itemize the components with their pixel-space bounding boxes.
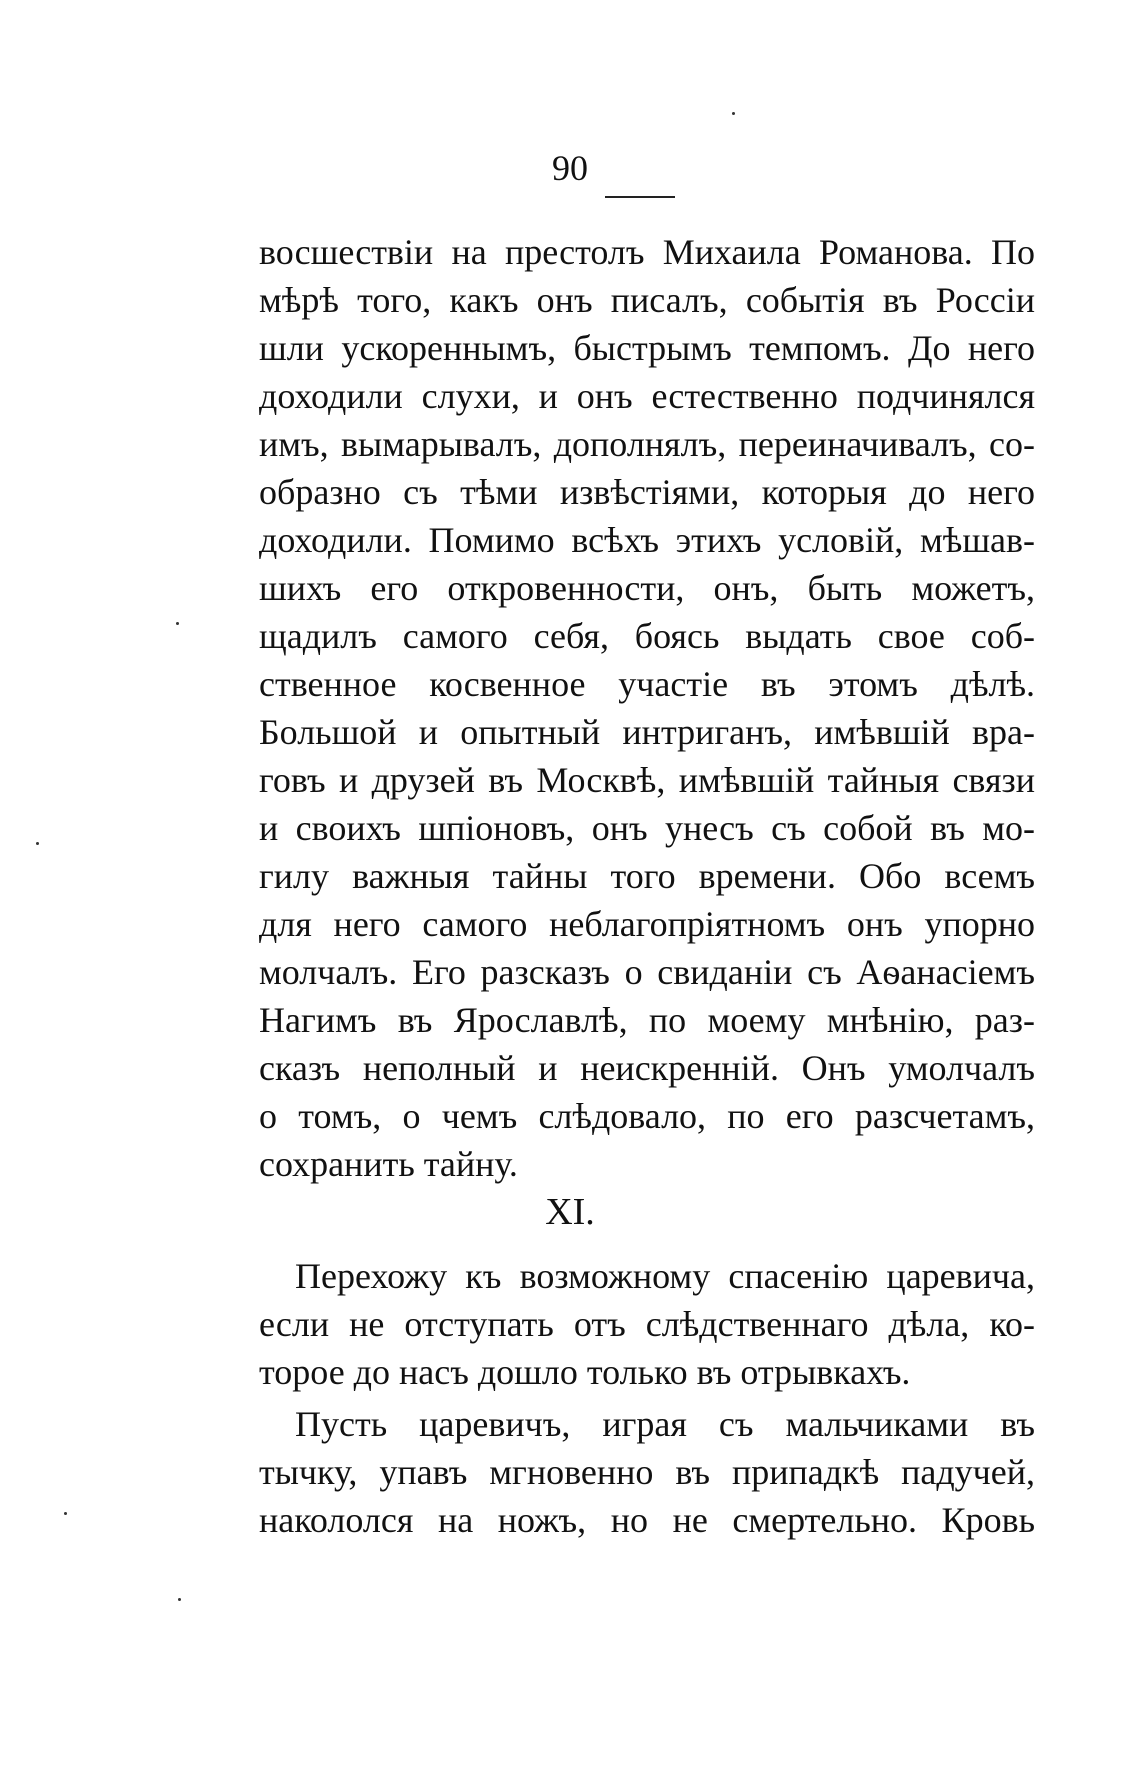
paragraph-3 [259, 1400, 1035, 1544]
text-line: восшествіи на престолъ Михаила Романова. По [259, 232, 1035, 272]
scan-speck [64, 1512, 67, 1515]
page-number-rule [605, 196, 675, 198]
text-line: шихъ его откровенности, онъ, быть можетъ, [259, 568, 1035, 608]
text-line: мѣрѣ того, какъ онъ писалъ, событія въ Россіи [259, 280, 1035, 320]
text-line: Большой и опытный интриганъ, имѣвшій вра- [259, 712, 1035, 752]
text-line: торое до насъ дошло только въ отрывкахъ. [259, 1352, 911, 1392]
scan-speck [178, 1598, 181, 1601]
text-line: и своихъ шпіоновъ, онъ унесъ съ собой въ мо- [259, 808, 1035, 848]
text-line: Перехожу къ возможному спасенію царевича, [295, 1256, 1035, 1296]
page-number: 90 [552, 148, 588, 188]
text-line: гилу важныя тайны того времени. Обо всемъ [259, 856, 1035, 896]
text-line: Пусть царевичъ, играя съ мальчиками въ [295, 1404, 1035, 1444]
paragraph-1 [259, 228, 1035, 1188]
text-line: накололся на ножъ, но не смертельно. Кровь [259, 1500, 1035, 1540]
paragraph-2 [259, 1252, 1035, 1396]
text-line: доходили. Помимо всѣхъ этихъ условій, мѣшав- [259, 520, 1035, 560]
text-line: о томъ, о чемъ слѣдовало, по его разсчетамъ, [259, 1096, 1035, 1136]
text-line: шли ускореннымъ, быстрымъ темпомъ. До него [259, 328, 1035, 368]
text-line: для него самого неблагопріятномъ онъ упорно [259, 904, 1035, 944]
text-line: тычку, упавъ мгновенно въ припадкѣ падучей, [259, 1452, 1035, 1492]
text-line: говъ и друзей въ Москвѣ, имѣвшій тайныя связи [259, 760, 1035, 800]
text-line: Нагимъ въ Ярославлѣ, по моему мнѣнію, раз- [259, 1000, 1035, 1040]
text-line: имъ, вымарывалъ, дополнялъ, переиначивалъ, со- [259, 424, 1035, 464]
text-line: если не отступать отъ слѣдственнаго дѣла, ко- [259, 1304, 1035, 1344]
section-heading: XI. [545, 1191, 595, 1233]
text-line: сохранить тайну. [259, 1144, 518, 1184]
text-line: доходили слухи, и онъ естественно подчинялся [259, 376, 1035, 416]
text-line: образно съ тѣми извѣстіями, которыя до него [259, 472, 1035, 512]
scan-speck [732, 112, 735, 115]
text-line: ственное косвенное участіе въ этомъ дѣлѣ. [259, 664, 1035, 704]
text-line: щадилъ самого себя, боясь выдать свое соб- [259, 616, 1035, 656]
scan-speck [36, 842, 39, 845]
text-line: молчалъ. Его разсказъ о свиданіи съ Аѳанасіемъ [259, 952, 1035, 992]
scan-speck [176, 622, 179, 625]
text-line: сказъ неполный и неискренній. Онъ умолчалъ [259, 1048, 1035, 1088]
